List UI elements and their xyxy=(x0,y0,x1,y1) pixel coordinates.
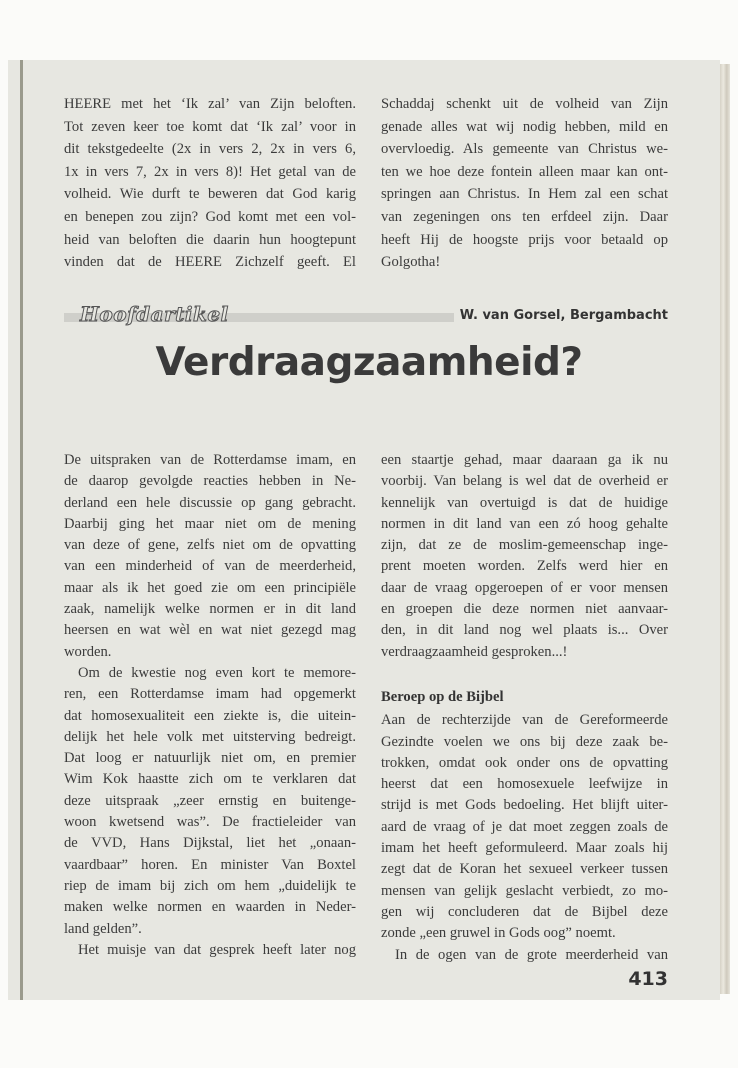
text-line: HEERE met het ‘Ik zal’ van Zijn beloften. xyxy=(64,96,356,112)
text-line: derland een hele discussie op gang gebracht. xyxy=(64,494,356,511)
text-line: en benepen zou zijn? God komt met een vol- xyxy=(64,208,356,225)
text-line: overvloedig. Als gemeente van Christus we- xyxy=(381,141,668,158)
text-line: den, in dit land nog wel plaats is... Over xyxy=(381,622,668,639)
text-line: heeft Hij de hoogste prijs voor betaald op xyxy=(381,231,668,248)
text-line: Om de kwestie nog even kort te memore- xyxy=(78,664,356,681)
subheading: Beroep op de Bijbel xyxy=(381,689,504,706)
text-line: normen in dit land van een zó hoog gehalte xyxy=(381,515,668,532)
paragraph xyxy=(381,663,668,945)
top-left-column xyxy=(64,93,356,274)
text-line: worden. xyxy=(64,643,112,660)
text-line: zegt dat de Koran het sexueel verkeer tussen xyxy=(381,861,668,878)
text-line: vaardbaar” horen. En minister Van Boxtel xyxy=(64,856,356,873)
text-line: zonde „een gruwel in Gods oog” noemt. xyxy=(381,925,616,942)
paragraph-gap xyxy=(381,663,668,684)
text-line: Schaddaj schenkt uit de volheid van Zijn xyxy=(381,96,668,112)
article-author: W. van Gorsel, Bergambacht xyxy=(454,308,668,323)
text-line: kennelijk van overtuigd is dat de huidige xyxy=(381,494,668,511)
text-line: en groepen die deze normen niet aanvaar- xyxy=(381,601,668,618)
text-line: aard de vraag of je dat moet zeggen zoals de xyxy=(381,818,668,835)
text-line: Het muisje van dat gesprek heeft later nog xyxy=(78,941,356,958)
text-line: daar de vraag opgeroepen of er voor mensen xyxy=(381,579,668,596)
text-line: dit tekstgedeelte (2x in vers 2, 2x in vers 6, xyxy=(64,141,356,158)
text-line: heid van beloften die daarin hun hoogtepunt xyxy=(64,231,356,248)
text-line: Gezindte voelen we ons bij deze zaak be- xyxy=(381,733,668,750)
text-line: Dat loog er natuurlijk niet om, en premier xyxy=(64,750,356,767)
text-line: ren, een Rotterdamse imam had opgemerkt xyxy=(64,686,356,703)
text-line: De uitspraken van de Rotterdamse imam, en xyxy=(64,452,356,468)
text-line: Aan de rechterzijde van de Gereformeerde xyxy=(381,712,668,729)
text-line: de VVD, Hans Dijkstal, liet het „onaan- xyxy=(64,835,356,852)
article-title: Verdraagzaamheid? xyxy=(155,340,583,385)
text-line: heersen en wat wèl en wat niet gezegd mag xyxy=(64,622,356,639)
text-line: de daarop gevolgde reacties hebben in Ne- xyxy=(64,473,356,490)
text-line: Golgotha! xyxy=(381,254,441,271)
text-line: dat homosexualiteit een ziekte is, die uitein- xyxy=(64,707,356,724)
text-line: mensen van gelijk geslacht verbiedt, zo mo- xyxy=(381,882,668,899)
text-line: verdraagzaamheid gesproken...! xyxy=(381,643,568,660)
text-line: In de ogen van de grote meerderheid van xyxy=(395,946,668,963)
text-line: zaak, namelijk welke normen er in dit land xyxy=(64,601,356,618)
top-right-column xyxy=(381,93,668,274)
text-line: Wim Kok haastte zich om te verklaren dat xyxy=(64,771,356,788)
text-line: gen wij concluderen dat de Bijbel deze xyxy=(381,903,668,920)
text-line: 1x in vers 7, 2x in vers 8)! Het getal van de xyxy=(64,163,356,180)
paragraph xyxy=(381,450,668,663)
text-line: genade alles wat wij nodig hebben, mild en xyxy=(381,118,668,135)
text-line: van een minderheid of van de meerderheid, xyxy=(64,558,356,575)
paragraph xyxy=(64,663,356,940)
paragraph xyxy=(64,450,356,663)
text-line: Daarbij ging het maar niet om de mening xyxy=(64,515,356,532)
text-line: vinden dat de HEERE Zichzelf geeft. El xyxy=(64,254,356,271)
text-line: Tot zeven keer toe komt dat ‘Ik zal’ voor in xyxy=(64,118,356,135)
text-line: deze uitspraak „zeer ernstig en buitenge- xyxy=(64,792,356,809)
text-line: ten we hoe deze fontein alleen maar kan ont- xyxy=(381,163,668,180)
text-line: heerst dat een homosexuele leefwijze in xyxy=(381,776,668,793)
text-line: riep de imam bij zich om hem „duidelijk te xyxy=(64,877,356,894)
text-line: een staartje gehad, maar daaraan ga ik nu xyxy=(381,452,668,468)
paragraph xyxy=(381,93,668,274)
page-number: 413 xyxy=(628,968,668,990)
text-line: maken welke normen en waarden in Neder- xyxy=(64,899,356,916)
paragraph xyxy=(64,93,356,274)
section-rubric: Hoofdartikel xyxy=(80,302,229,326)
paragraph xyxy=(381,945,668,966)
text-line: strijd is met Gods bedoeling. Het blijft uiter- xyxy=(381,797,668,814)
text-line: woon kwetsend was”. De fractieleider van xyxy=(64,814,356,831)
body-left-column xyxy=(64,450,356,961)
text-line: land gelden”. xyxy=(64,920,142,937)
page-binding-edge xyxy=(20,60,23,1000)
text-line: springen aan Christus. In Hem zal een schat xyxy=(381,186,668,203)
text-line: zijn, dat ze de moslim-gemeenschap inge- xyxy=(381,537,668,554)
body-right-column xyxy=(381,450,668,966)
text-line: trokken, omdat ook onder ons de opvatting xyxy=(381,754,668,771)
text-line: imam het heeft geformuleerd. Maar zoals hij xyxy=(381,840,668,857)
text-line: van zegeningen ons ten erfdeel zijn. Daar xyxy=(381,208,668,225)
text-line: volheid. Wie durft te beweren dat God karig xyxy=(64,186,356,203)
page-stack-edge xyxy=(720,64,730,994)
text-line: voorbij. Van belang is wel dat de overheid er xyxy=(381,473,668,490)
text-line: delijk het hele volk met uitsterving bedreigt. xyxy=(64,728,356,745)
paragraph xyxy=(64,940,356,961)
text-line: maar als ik het goed zie om een principiële xyxy=(64,579,356,596)
text-line: van deze of gene, zelfs niet om de opvatting xyxy=(64,537,356,554)
text-line: prent moeten worden. Zelfs werd hier en xyxy=(381,558,668,575)
